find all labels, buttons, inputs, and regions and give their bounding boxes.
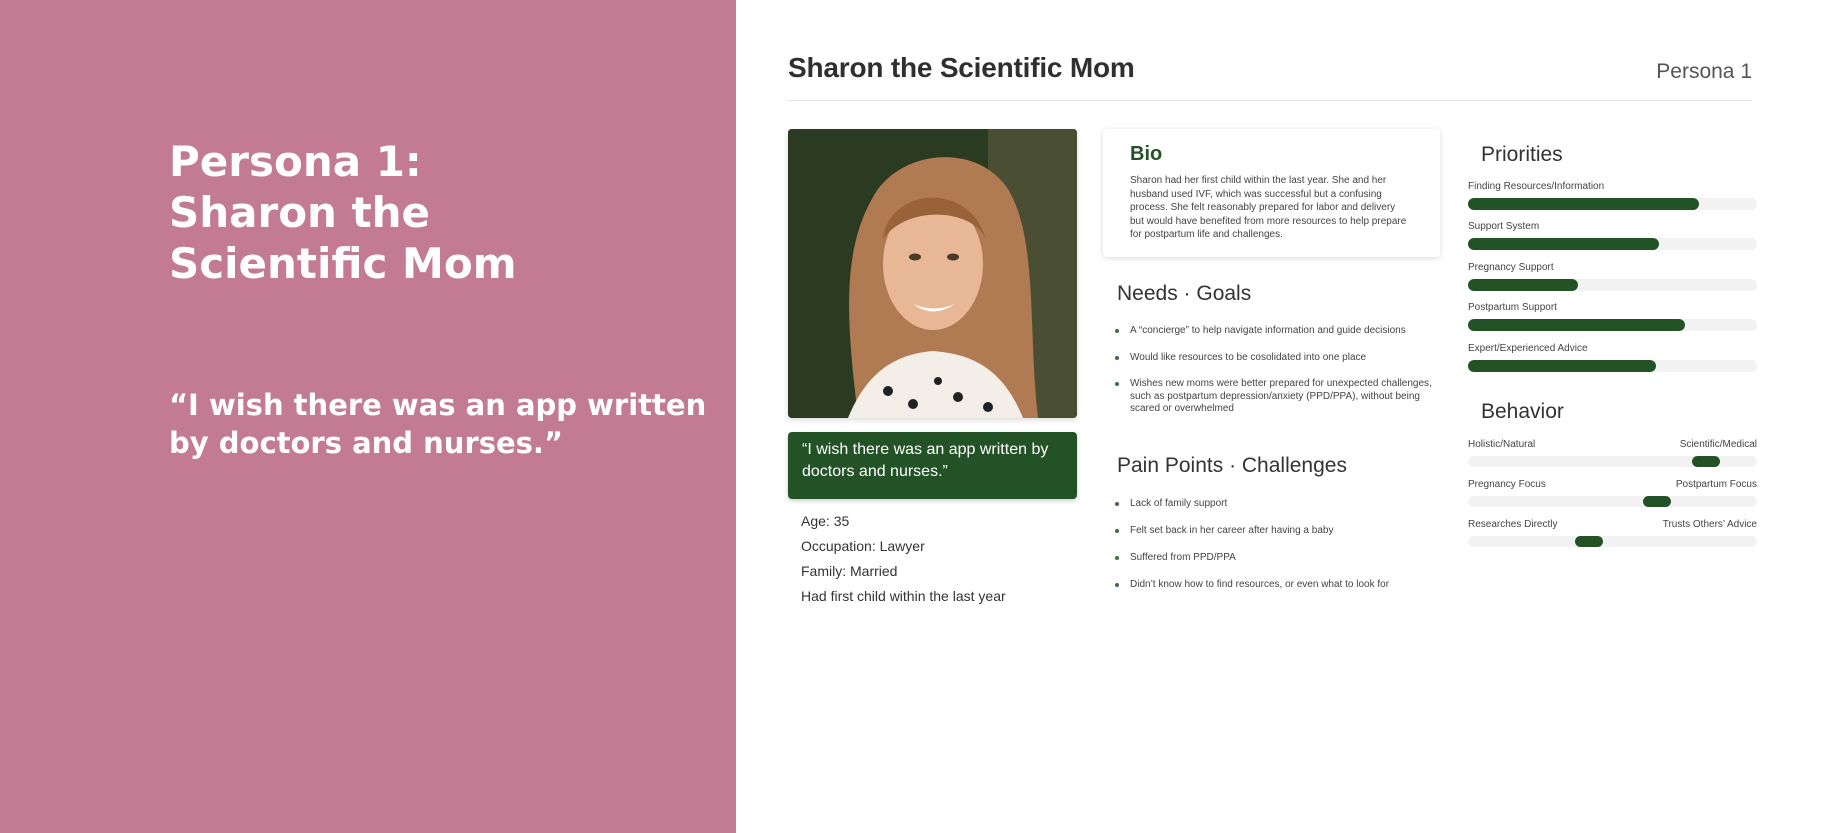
pain-item: Lack of family support (1114, 498, 1444, 511)
left-persona-title (169, 136, 689, 289)
needs-item: Would like resources to be cosolidated into one place (1114, 352, 1444, 365)
behavior-left-label: Researches Directly (1468, 519, 1558, 530)
left-panel (0, 0, 736, 833)
priority-bar-fill (1468, 198, 1699, 210)
priority-bar-track (1468, 198, 1757, 210)
priority-bar-fill (1468, 238, 1659, 250)
priority-bar-fill (1468, 279, 1578, 291)
behavior-title: Behavior (1481, 400, 1564, 423)
fact-child: Had first child within the last year (801, 588, 1006, 604)
priority-label: Expert/Experienced Advice (1468, 343, 1588, 354)
behavior-right-label: Postpartum Focus (1675, 479, 1757, 490)
pain-item: Didn’t know how to find resources, or even what to look for (1114, 579, 1444, 592)
left-title-line: Persona 1: (169, 137, 422, 186)
page-title: Sharon the Scientific Mom (788, 52, 1135, 83)
behavior-slider-track (1468, 496, 1757, 507)
needs-item: A “concierge” to help navigate information and guide decisions (1114, 325, 1444, 338)
priorities-title: Priorities (1481, 143, 1563, 166)
persona-facts (801, 511, 1006, 611)
behavior-right-label: Scientific/Medical (1679, 439, 1757, 450)
persona-quote-box: “I wish there was an app written by doctors and nurses.” (788, 432, 1077, 499)
fact-occupation: Occupation: Lawyer (801, 538, 925, 554)
left-title-line: Sharon the (169, 188, 431, 237)
fact-age: Age: 35 (801, 513, 850, 529)
priority-label: Postpartum Support (1468, 302, 1557, 313)
needs-goals-list (1114, 325, 1444, 416)
priority-bar-fill (1468, 319, 1685, 331)
behavior-slider-knob (1643, 496, 1671, 507)
portrait-illustration (788, 129, 1077, 418)
persona-photo (788, 129, 1077, 418)
behavior-slider-knob (1692, 456, 1720, 467)
bio-text: Sharon had her first child within the last year. She and her husband used IVF, which was successful but a confusing process. She felt reasonably prepared for labor and delivery but would have benefited from more resources to help prepare for postpartum life and challenges. (1130, 175, 1407, 240)
priority-bar-fill (1468, 360, 1656, 372)
priority-label: Support System (1468, 221, 1540, 232)
needs-goals-title: Needs · Goals (1117, 282, 1252, 305)
bio-card (1103, 129, 1440, 257)
fact-family: Family: Married (801, 563, 898, 579)
behavior-left-label: Holistic/Natural (1468, 439, 1536, 450)
priority-bar-track (1468, 238, 1757, 250)
priority-label: Pregnancy Support (1468, 262, 1554, 273)
behavior-slider-track (1468, 456, 1757, 467)
priority-label: Finding Resources/Information (1468, 181, 1605, 192)
priority-bar-track (1468, 319, 1757, 331)
persona-tag: Persona 1 (1656, 60, 1752, 83)
priority-bar-track (1468, 360, 1757, 372)
behavior-right-label: Trusts Others’ Advice (1662, 519, 1757, 530)
behavior-slider-track (1468, 536, 1757, 547)
left-title-line: Scientific Mom (169, 239, 517, 288)
needs-item: Wishes new moms were better prepared for unexpected challenges, such as postpartum depression/anxiety (PPD/PPA), without being scared or overwhelmed (1114, 378, 1444, 416)
behavior-slider-knob (1575, 536, 1603, 547)
pain-points-title: Pain Points · Challenges (1117, 454, 1347, 477)
title-divider (788, 100, 1752, 101)
pain-points-list (1114, 498, 1444, 592)
left-quote: “I wish there was an app written by doctors and nurses.” (169, 388, 707, 460)
bio-title: Bio (1130, 143, 1163, 165)
pain-item: Felt set back in her career after having a baby (1114, 525, 1444, 538)
pain-item: Suffered from PPD/PPA (1114, 552, 1444, 565)
behavior-left-label: Pregnancy Focus (1468, 479, 1546, 490)
priority-bar-track (1468, 279, 1757, 291)
